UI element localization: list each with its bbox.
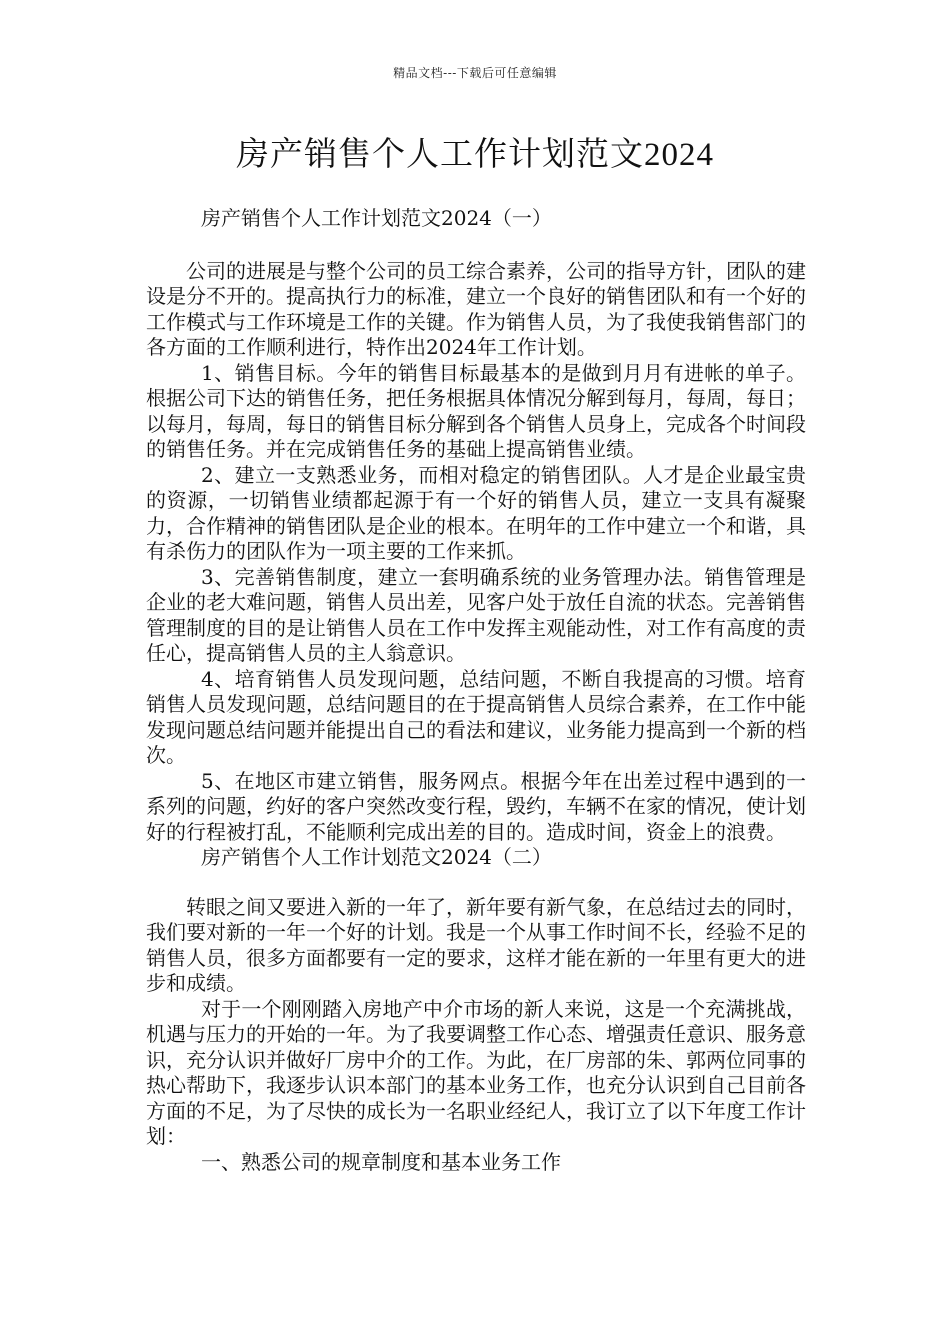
section-1-heading: 房产销售个人工作计划范文2024（一） [201,206,552,230]
paragraph: 5、在地区市建立销售，服务网点。根据今年在出差过程中遇到的一系列的问题，约好的客户突然改变行程，毁约，车辆不在家的情况，使计划好的行程被打乱，不能顺利完成出差的目的。造成时间，资金上的浪费。 [146,768,806,844]
document-body [146,196,806,1175]
paragraph: 一、熟悉公司的规章制度和基本业务工作 [201,1149,561,1174]
paragraph: 转眼之间又要进入新的一年了，新年要有新气象，在总结过去的同时，我们要对新的一年一个好的计划。我是一个从事工作时间不长，经验不足的销售人员，很多方面都要有一定的要求，这样才能在新的一年里有更大的进步和成绩。 [146,894,806,995]
page-header: 精品文档---下载后可任意编辑 [393,66,557,80]
document-title: 房产销售个人工作计划范文2024 [236,137,714,173]
paragraph: 4、培育销售人员发现问题，总结问题，不断自我提高的习惯。培育销售人员发现问题，总结问题目的在于提高销售人员综合素养，在工作中能发现问题总结问题并能提出自己的看法和建议，业务能力提高到一个新的档次。 [146,666,806,767]
section-2-heading: 房产销售个人工作计划范文2024（二） [201,845,552,869]
paragraph: 1、销售目标。今年的销售目标最基本的是做到月月有进帐的单子。根据公司下达的销售任务，把任务根据具体情况分解到每月，每周，每日；以每月，每周，每日的销售目标分解到各个销售人员身上，完成各个时间段的销售任务。并在完成销售任务的基础上提高销售业绩。 [146,360,806,461]
paragraph: 对于一个刚刚踏入房地产中介市场的新人来说，这是一个充满挑战，机遇与压力的开始的一年。为了我要调整工作心态、增强责任意识、服务意识，充分认识并做好厂房中介的工作。为此，在厂房部的朱、郭两位同事的热心帮助下，我逐步认识本部门的基本业务工作，也充分认识到自己目前各方面的不足，为了尽快的成长为一名职业经纪人，我订立了以下年度工作计划： [146,996,806,1148]
paragraph: 公司的进展是与整个公司的员工综合素养，公司的指导方针，团队的建设是分不开的。提高执行力的标准，建立一个良好的销售团队和有一个好的工作模式与工作环境是工作的关键。作为销售人员，为了我使我销售部门的各方面的工作顺利进行，特作出2024年工作计划。 [146,258,806,359]
paragraph: 3、完善销售制度，建立一套明确系统的业务管理办法。销售管理是企业的老大难问题，销售人员出差，见客户处于放任自流的状态。完善销售管理制度的目的是让销售人员在工作中发挥主观能动性，对工作有高度的责任心，提高销售人员的主人翁意识。 [146,564,806,665]
paragraph: 2、建立一支熟悉业务，而相对稳定的销售团队。人才是企业最宝贵的资源，一切销售业绩都起源于有一个好的销售人员，建立一支具有凝聚力，合作精神的销售团队是企业的根本。在明年的工作中建立一个和谐，具有杀伤力的团队作为一项主要的工作来抓。 [146,462,806,563]
